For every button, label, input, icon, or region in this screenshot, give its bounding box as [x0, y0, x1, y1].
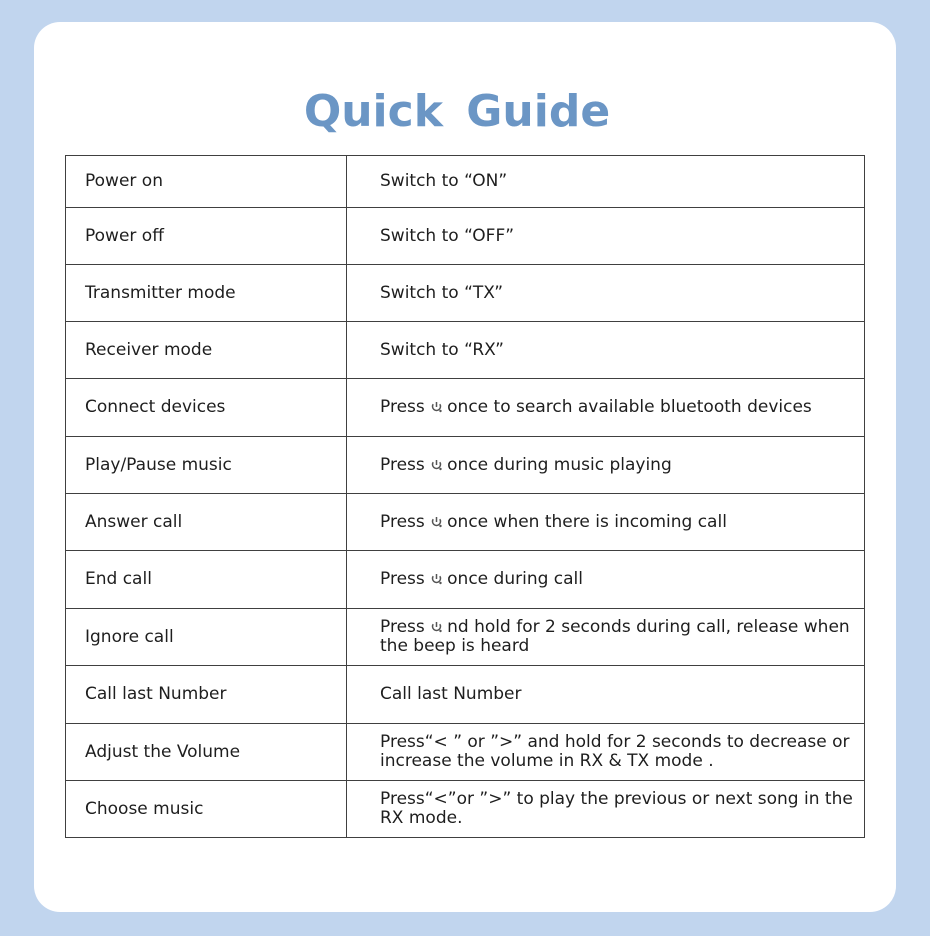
instruction-cell — [347, 666, 865, 724]
instruction-text: Switch to “TX” — [380, 282, 504, 303]
table-row — [66, 437, 865, 494]
instruction-cell — [347, 724, 865, 781]
action-cell: Adjust the Volume — [66, 724, 347, 781]
table-row — [66, 494, 865, 551]
instruction-cell — [347, 379, 865, 437]
instruction-cell — [347, 208, 865, 265]
action-cell: Power off — [66, 208, 347, 265]
action-cell: End call — [66, 551, 347, 609]
power-button-icon — [430, 459, 443, 471]
table-row — [66, 781, 865, 838]
power-button-icon — [430, 516, 443, 528]
table-row — [66, 666, 865, 724]
instruction-cell — [347, 551, 865, 609]
instruction-cell — [347, 265, 865, 322]
instruction-cell — [347, 322, 865, 379]
instruction-text: Press“<”or ”>” to play the previous or next song in the RX mode. — [380, 789, 853, 828]
instruction-text: Press — [380, 511, 425, 532]
action-cell: Answer call — [66, 494, 347, 551]
instruction-text-continued: once during music playing — [447, 454, 672, 475]
page-title: Quick Guide — [303, 86, 611, 137]
instruction-text: Press — [380, 617, 425, 637]
action-cell: Receiver mode — [66, 322, 347, 379]
action-cell: Power on — [66, 156, 347, 208]
action-cell: Connect devices — [66, 379, 347, 437]
instruction-text: Switch to “OFF” — [380, 225, 515, 246]
action-cell: Play/Pause music — [66, 437, 347, 494]
action-cell: Call last Number — [66, 666, 347, 724]
instruction-text: Switch to “ON” — [380, 171, 508, 191]
instruction-cell — [347, 609, 865, 666]
instruction-text: Switch to “RX” — [380, 339, 504, 360]
table-row — [66, 208, 865, 265]
action-cell: Ignore call — [66, 609, 347, 666]
table-row — [66, 609, 865, 666]
power-button-icon — [430, 573, 443, 585]
instruction-text: Call last Number — [380, 684, 522, 704]
power-button-icon — [430, 401, 443, 413]
instruction-cell — [347, 156, 865, 208]
instruction-text-continued: once during call — [447, 569, 583, 589]
guide-card — [34, 22, 896, 912]
table-row — [66, 156, 865, 208]
instruction-cell — [347, 781, 865, 838]
instruction-text-continued: nd hold for 2 seconds during call, release when the beep is heard — [380, 617, 850, 656]
power-button-icon — [430, 621, 443, 633]
quick-guide-table — [65, 155, 865, 838]
instruction-cell — [347, 494, 865, 551]
instruction-text: Press — [380, 397, 425, 417]
instruction-text-continued: once to search available bluetooth devices — [447, 397, 812, 417]
table-row — [66, 322, 865, 379]
action-cell: Choose music — [66, 781, 347, 838]
table-row — [66, 379, 865, 437]
table-row — [66, 724, 865, 781]
instruction-text: Press“< ” or ”>” and hold for 2 seconds to decrease or increase the volume in RX & TX mode . — [380, 732, 850, 771]
table-row — [66, 265, 865, 322]
instruction-cell — [347, 437, 865, 494]
instruction-text: Press — [380, 569, 425, 589]
instruction-text-continued: once when there is incoming call — [447, 511, 727, 532]
action-cell: Transmitter mode — [66, 265, 347, 322]
instruction-text: Press — [380, 454, 425, 475]
table-row — [66, 551, 865, 609]
